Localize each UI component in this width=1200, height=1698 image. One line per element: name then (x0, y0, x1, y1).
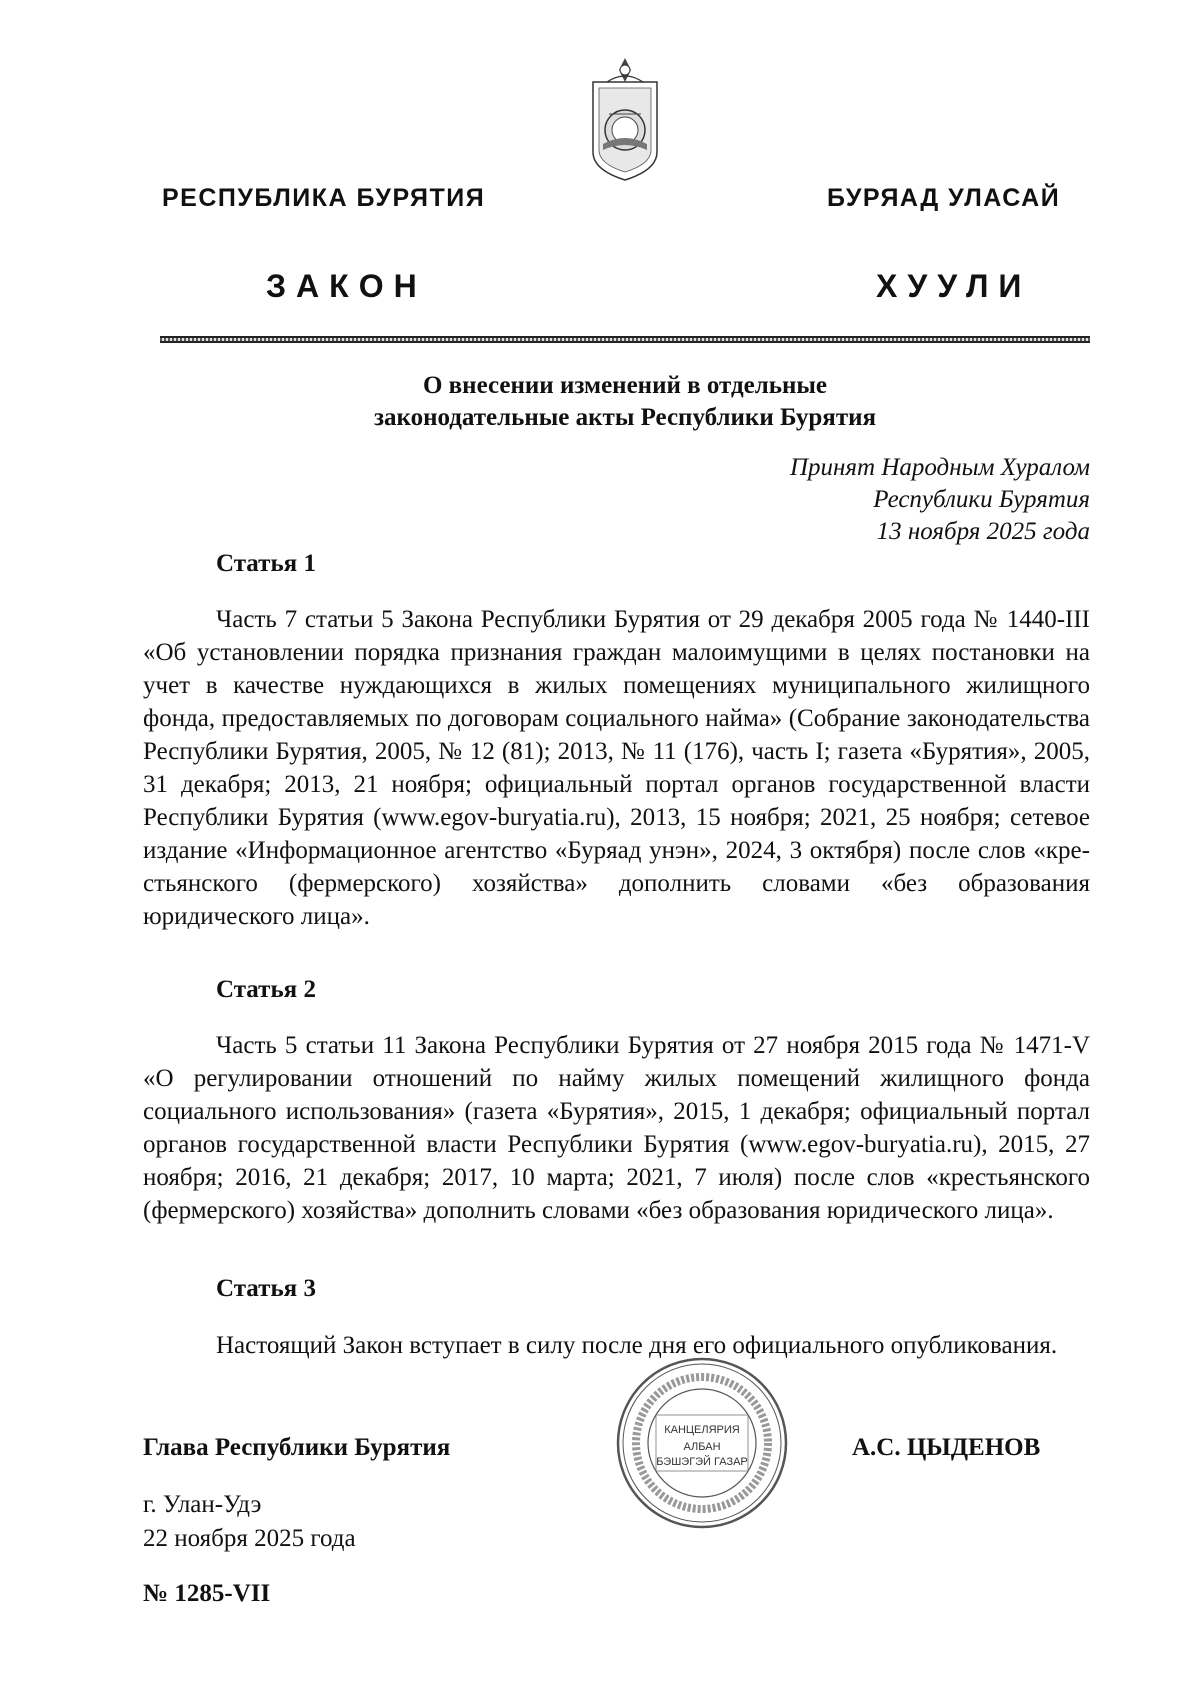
law-number: № 1285-VII (143, 1580, 271, 1607)
stamp-text-line-3: БЭШЭГЭЙ ГАЗАР (656, 1456, 748, 1468)
republic-name-buryat: БУРЯАД УЛАСАЙ (827, 184, 1061, 212)
signer-name: А.С. ЦЫДЕНОВ (852, 1434, 1041, 1461)
adoption-note-line-2: Республики Бурятия (873, 486, 1090, 513)
coat-of-arms-icon (585, 52, 665, 182)
law-word-russian: ЗАКОН (266, 268, 427, 304)
signing-place-date (143, 1488, 356, 1556)
law-word-buryat: ХУУЛИ (876, 268, 1032, 304)
adoption-note-line-3: 13 ноября 2025 года (876, 518, 1090, 545)
signing-city: г. Улан-Удэ (143, 1491, 262, 1518)
article-2-text: Часть 5 статьи 11 Закона Республики Бурятия от 27 ноября 2015 года № 1471-V «О регулировании отношений по найму жилых помещений жилищного фонда социального использования» (газета «Бурятия», 2015, 1 декабря; официальный портал органов государственной власти Республики Бурятия (www.egov-buryatia.ru), 2015, 27 ноября; 2016, 21 декабря; 2017, 10 марта; 2021, 7 июля) после слов «крестьянского (фермерского) хозяйства» дополнить словами «без образования юридического лица». (143, 1032, 1090, 1224)
article-3-text: Настоящий Закон вступает в силу после дня его официального опубликования. (216, 1332, 1058, 1359)
article-1-heading: Статья 1 (216, 550, 316, 577)
law-title-line-2: законодательные акты Республики Бурятия (373, 404, 877, 431)
header-divider (160, 336, 1090, 343)
adoption-note-line-1: Принят Народным Хуралом (789, 454, 1090, 481)
article-1-text: Часть 7 статьи 5 Закона Республики Бурятия от 29 декабря 2005 года № 1440-III «Об установлении порядка признания граждан малоимущими в целях постановки на учет в качестве нуждающихся в жилых помещениях муниципального жилищного фонда, предоставляемых по договорам социального найма» (Собрание законодательства Республики Бурятия, 2005, № 12 (81); 2013, № 11 (176), часть I; газета «Бурятия», 2005, 31 декабря; 2013, 21 ноября; официальный портал органов государственной власти Республики Бурятия (www.egov-buryatia.ru), 2013, 15 ноября; 2021, 25 ноября; сетевое издание «Информационное агентство «Буряад унэн», 2024, 3 октября) после слов «крестьянского (фермерского) хозяйства» дополнить словами «без образования юридического лица». (143, 606, 1090, 930)
article-2-heading: Статья 2 (216, 976, 316, 1003)
official-stamp-icon (614, 1355, 790, 1531)
stamp-text-line-2: АЛБАН (683, 1441, 721, 1453)
stamp-text-line-1: КАНЦЕЛЯРИЯ (664, 1424, 740, 1436)
law-title (160, 370, 1090, 434)
signing-date: 22 ноября 2025 года (143, 1525, 356, 1552)
law-title-line-1: О внесении изменений в отдельные (422, 372, 828, 399)
adoption-note (790, 452, 1090, 548)
republic-name-russian: РЕСПУБЛИКА БУРЯТИЯ (162, 184, 486, 212)
signer-title: Глава Республики Бурятия (143, 1434, 451, 1461)
article-3-heading: Статья 3 (216, 1275, 316, 1302)
